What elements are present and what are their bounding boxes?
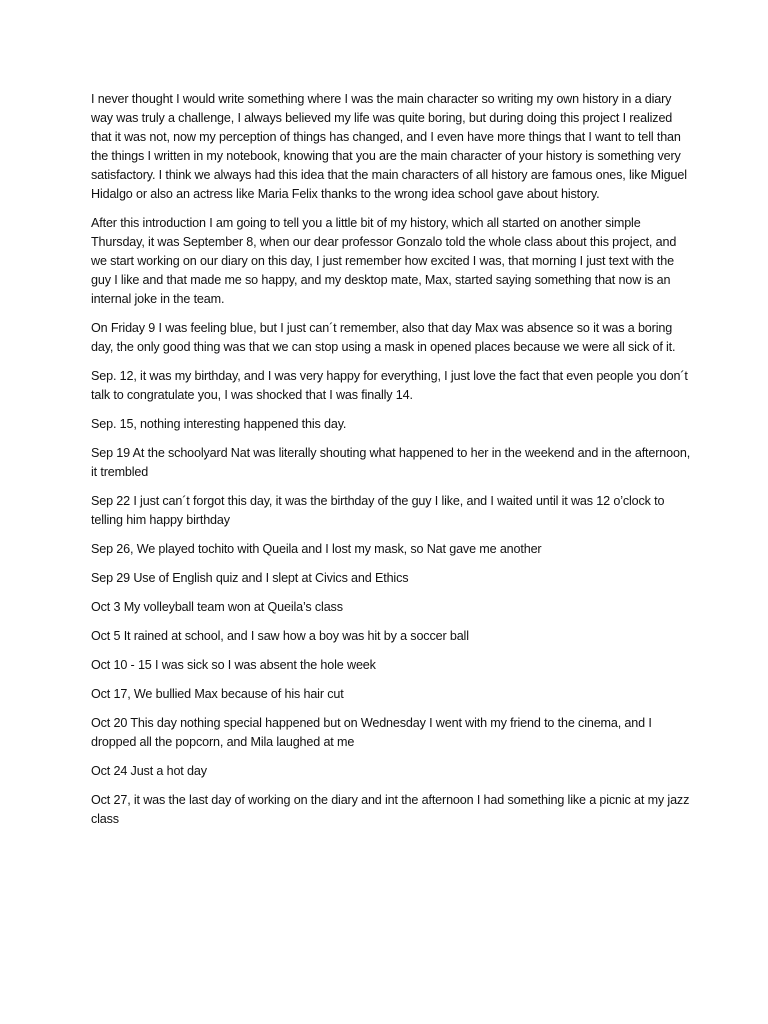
entry-sep-26: Sep 26, We played tochito with Queila and I lost my mask, so Nat gave me another xyxy=(91,542,542,556)
paragraph-history-start: After this introduction I am going to tell you a little bit of my history, which all started on another simple Thursday, it was September 8, when our dear professor Gonzalo told the whole class about this project, and we start working on our diary on this day, I just remember how excited I was, that morning I just text with the guy I like and that made me so happy, and my desktop mate, Max, started saying something that now is an internal joke in the team. xyxy=(91,216,677,306)
paragraph-friday-9: On Friday 9 I was feeling blue, but I just can´t remember, also that day Max was absence so it was a boring day, the only good thing was that we can stop using a mask in opened places because we were all sick of it. xyxy=(91,321,676,354)
entry-oct-20: Oct 20 This day nothing special happened but on Wednesday I went with my friend to the cinema, and I dropped all the popcorn, and Mila laughed at me xyxy=(91,716,652,749)
document-body xyxy=(91,90,691,839)
paragraph-introduction: I never thought I would write something where I was the main character so writing my own history in a diary way was truly a challenge, I always believed my life was quite boring, but during doing this project I realized that it was not, now my perception of things has changed, and I even have more things that I want to tell than the things I written in my notebook, knowing that you are the main character of your history is something very satisfactory. I think we always had this idea that the main characters of all history are famous ones, like Miguel Hidalgo or also an actress like Maria Felix thanks to the wrong idea school gave about history. xyxy=(91,92,687,201)
entry-oct-17: Oct 17, We bullied Max because of his hair cut xyxy=(91,687,344,701)
entry-sep-19: Sep 19 At the schoolyard Nat was literally shouting what happened to her in the weekend and in the afternoon, it trembled xyxy=(91,446,691,479)
entry-oct-27: Oct 27, it was the last day of working on the diary and int the afternoon I had something like a picnic at my jazz class xyxy=(91,793,690,826)
entry-sep-12: Sep. 12, it was my birthday, and I was very happy for everything, I just love the fact that even people you don´t talk to congratulate you, I was shocked that I was finally 14. xyxy=(91,369,688,402)
entry-oct-3: Oct 3 My volleyball team won at Queila’s class xyxy=(91,600,343,614)
entry-sep-22: Sep 22 I just can´t forgot this day, it was the birthday of the guy I like, and I waited until it was 12 o’clock to telling him happy birthday xyxy=(91,494,665,527)
entry-sep-29: Sep 29 Use of English quiz and I slept at Civics and Ethics xyxy=(91,571,409,585)
entry-sep-15: Sep. 15, nothing interesting happened this day. xyxy=(91,417,347,431)
entry-oct-5: Oct 5 It rained at school, and I saw how a boy was hit by a soccer ball xyxy=(91,629,469,643)
entry-oct-10-15: Oct 10 - 15 I was sick so I was absent the hole week xyxy=(91,658,376,672)
entry-oct-24: Oct 24 Just a hot day xyxy=(91,764,207,778)
